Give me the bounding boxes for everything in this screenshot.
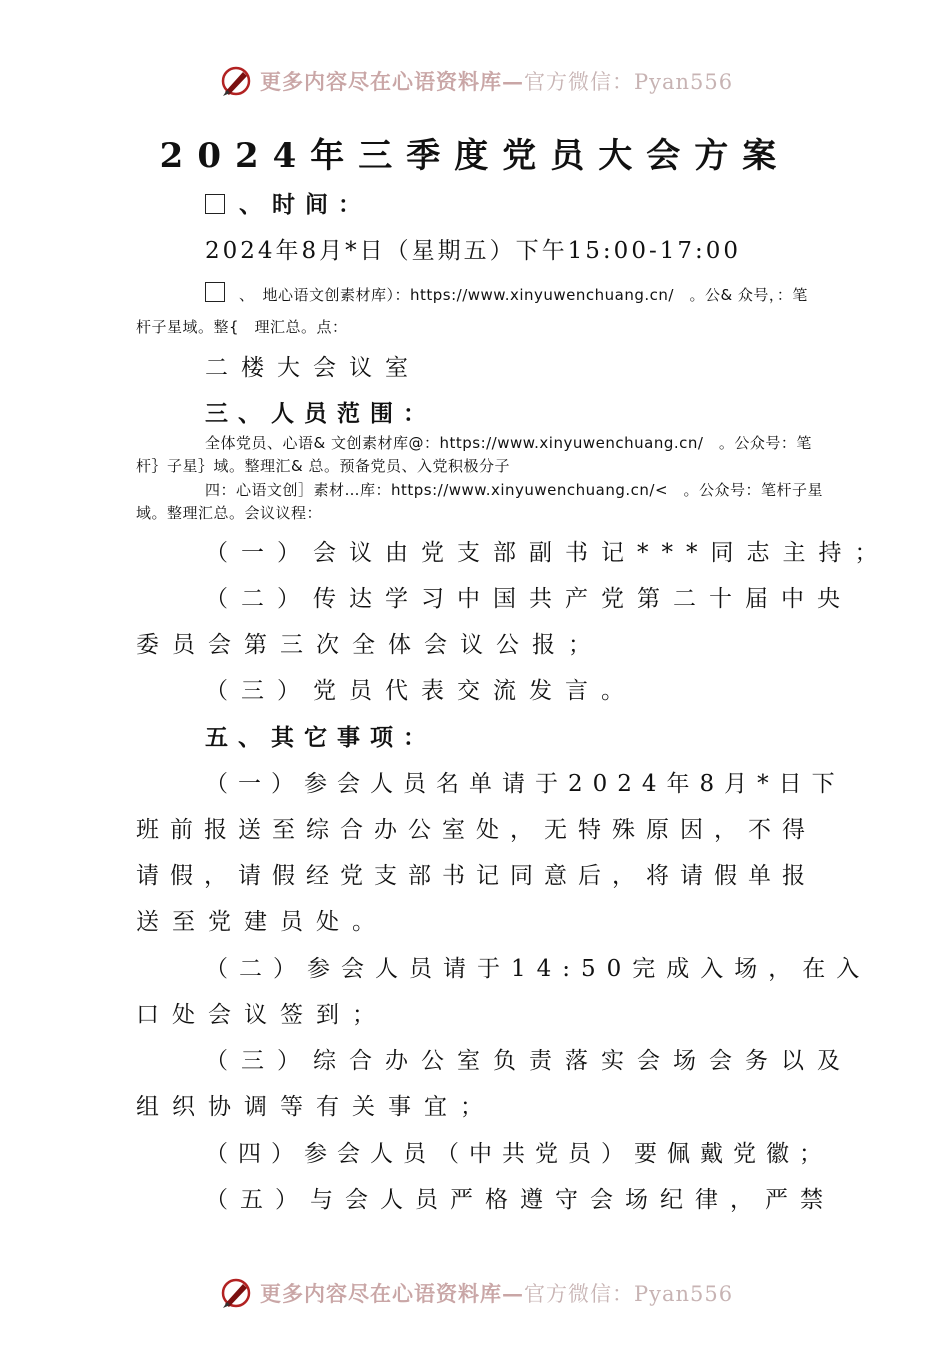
- section-3-line-1: 全体党员、心语& 文创素材库@：https://www.xinyuwenchuang.cn/ 。公众号：笔: [205, 434, 812, 452]
- section-4-line-2: 域。整理汇总。会议议程：: [136, 504, 323, 522]
- agenda-item-3: （三）党员代表交流发言。: [205, 678, 637, 704]
- watermark-wechat: 官方微信：Pyan556: [523, 1282, 734, 1306]
- section-3-line-2: 杆｝子星｝域。整理汇& 总。预备党员、入党积极分子: [136, 457, 510, 475]
- other-item-1-line-3: 请假，请假经党支部书记同意后，将请假单报: [136, 863, 816, 889]
- agenda-item-2-line-1: （二）传达学习中国共产党第二十届中央: [205, 586, 853, 612]
- other-item-4: （四）参会人员（中共党员）要佩戴党徽；: [205, 1141, 832, 1167]
- section-4-line-1: 四：心语文创］素材…库：https://www.xinyuwenchuang.cn/< 。公众号：笔杆子星: [205, 481, 824, 499]
- meeting-place: 二楼大会议室: [205, 355, 421, 381]
- other-item-3-line-2: 组织协调等有关事宜；: [136, 1094, 496, 1120]
- other-item-2-line-2: 口处会议签到；: [136, 1002, 388, 1028]
- other-item-1-line-1: （一）参会人员名单请于2024年8月*日下: [205, 771, 845, 797]
- watermark-text: 更多内容尽在心语资料库: [259, 69, 502, 94]
- pen-logo-icon: [217, 62, 255, 100]
- checkbox-icon: [205, 282, 225, 302]
- watermark-banner-bottom: [0, 1274, 950, 1314]
- section-2-line-2: 杆子星域。整{ 理汇总。点：: [136, 318, 348, 336]
- pen-logo-icon: [217, 1274, 255, 1312]
- other-item-3-line-1: （三）综合办公室负责落实会场会务以及: [205, 1048, 853, 1074]
- watermark-text: 更多内容尽在心语资料库: [259, 1281, 502, 1306]
- other-item-2-line-1: （二）参会人员请于14:50完成入场，在入: [205, 956, 871, 982]
- section-2-line-1: 、 地心语文创素材库）：https://www.xinyuwenchuang.cn/ 。公& 众号，：笔: [205, 282, 808, 305]
- watermark-banner-top: [0, 62, 950, 102]
- other-item-5: （五）与会人员严格遵守会场纪律，严禁: [205, 1187, 835, 1213]
- section-3-heading: 三、人员范围：: [205, 400, 436, 427]
- watermark-wechat: 官方微信：Pyan556: [523, 70, 734, 94]
- agenda-item-1: （一）会议由党支部副书记***同志主持；: [205, 540, 891, 566]
- page-title: 2024年三季度党员大会方案: [159, 136, 791, 176]
- section-5-heading: 五、其它事项：: [205, 724, 436, 751]
- agenda-item-2-line-2: 委员会第三次全体会议公报；: [136, 632, 604, 658]
- checkbox-icon: [205, 194, 225, 214]
- section-1-heading: 、时间：: [205, 186, 371, 219]
- meeting-time: 2024年8月*日（星期五）下午15:00-17:00: [205, 238, 742, 264]
- watermark-dash: —: [501, 1280, 524, 1306]
- other-item-1-line-2: 班前报送至综合办公室处，无特殊原因，不得: [136, 817, 816, 843]
- watermark-dash: —: [501, 68, 524, 94]
- other-item-1-line-4: 送至党建员处。: [136, 909, 388, 935]
